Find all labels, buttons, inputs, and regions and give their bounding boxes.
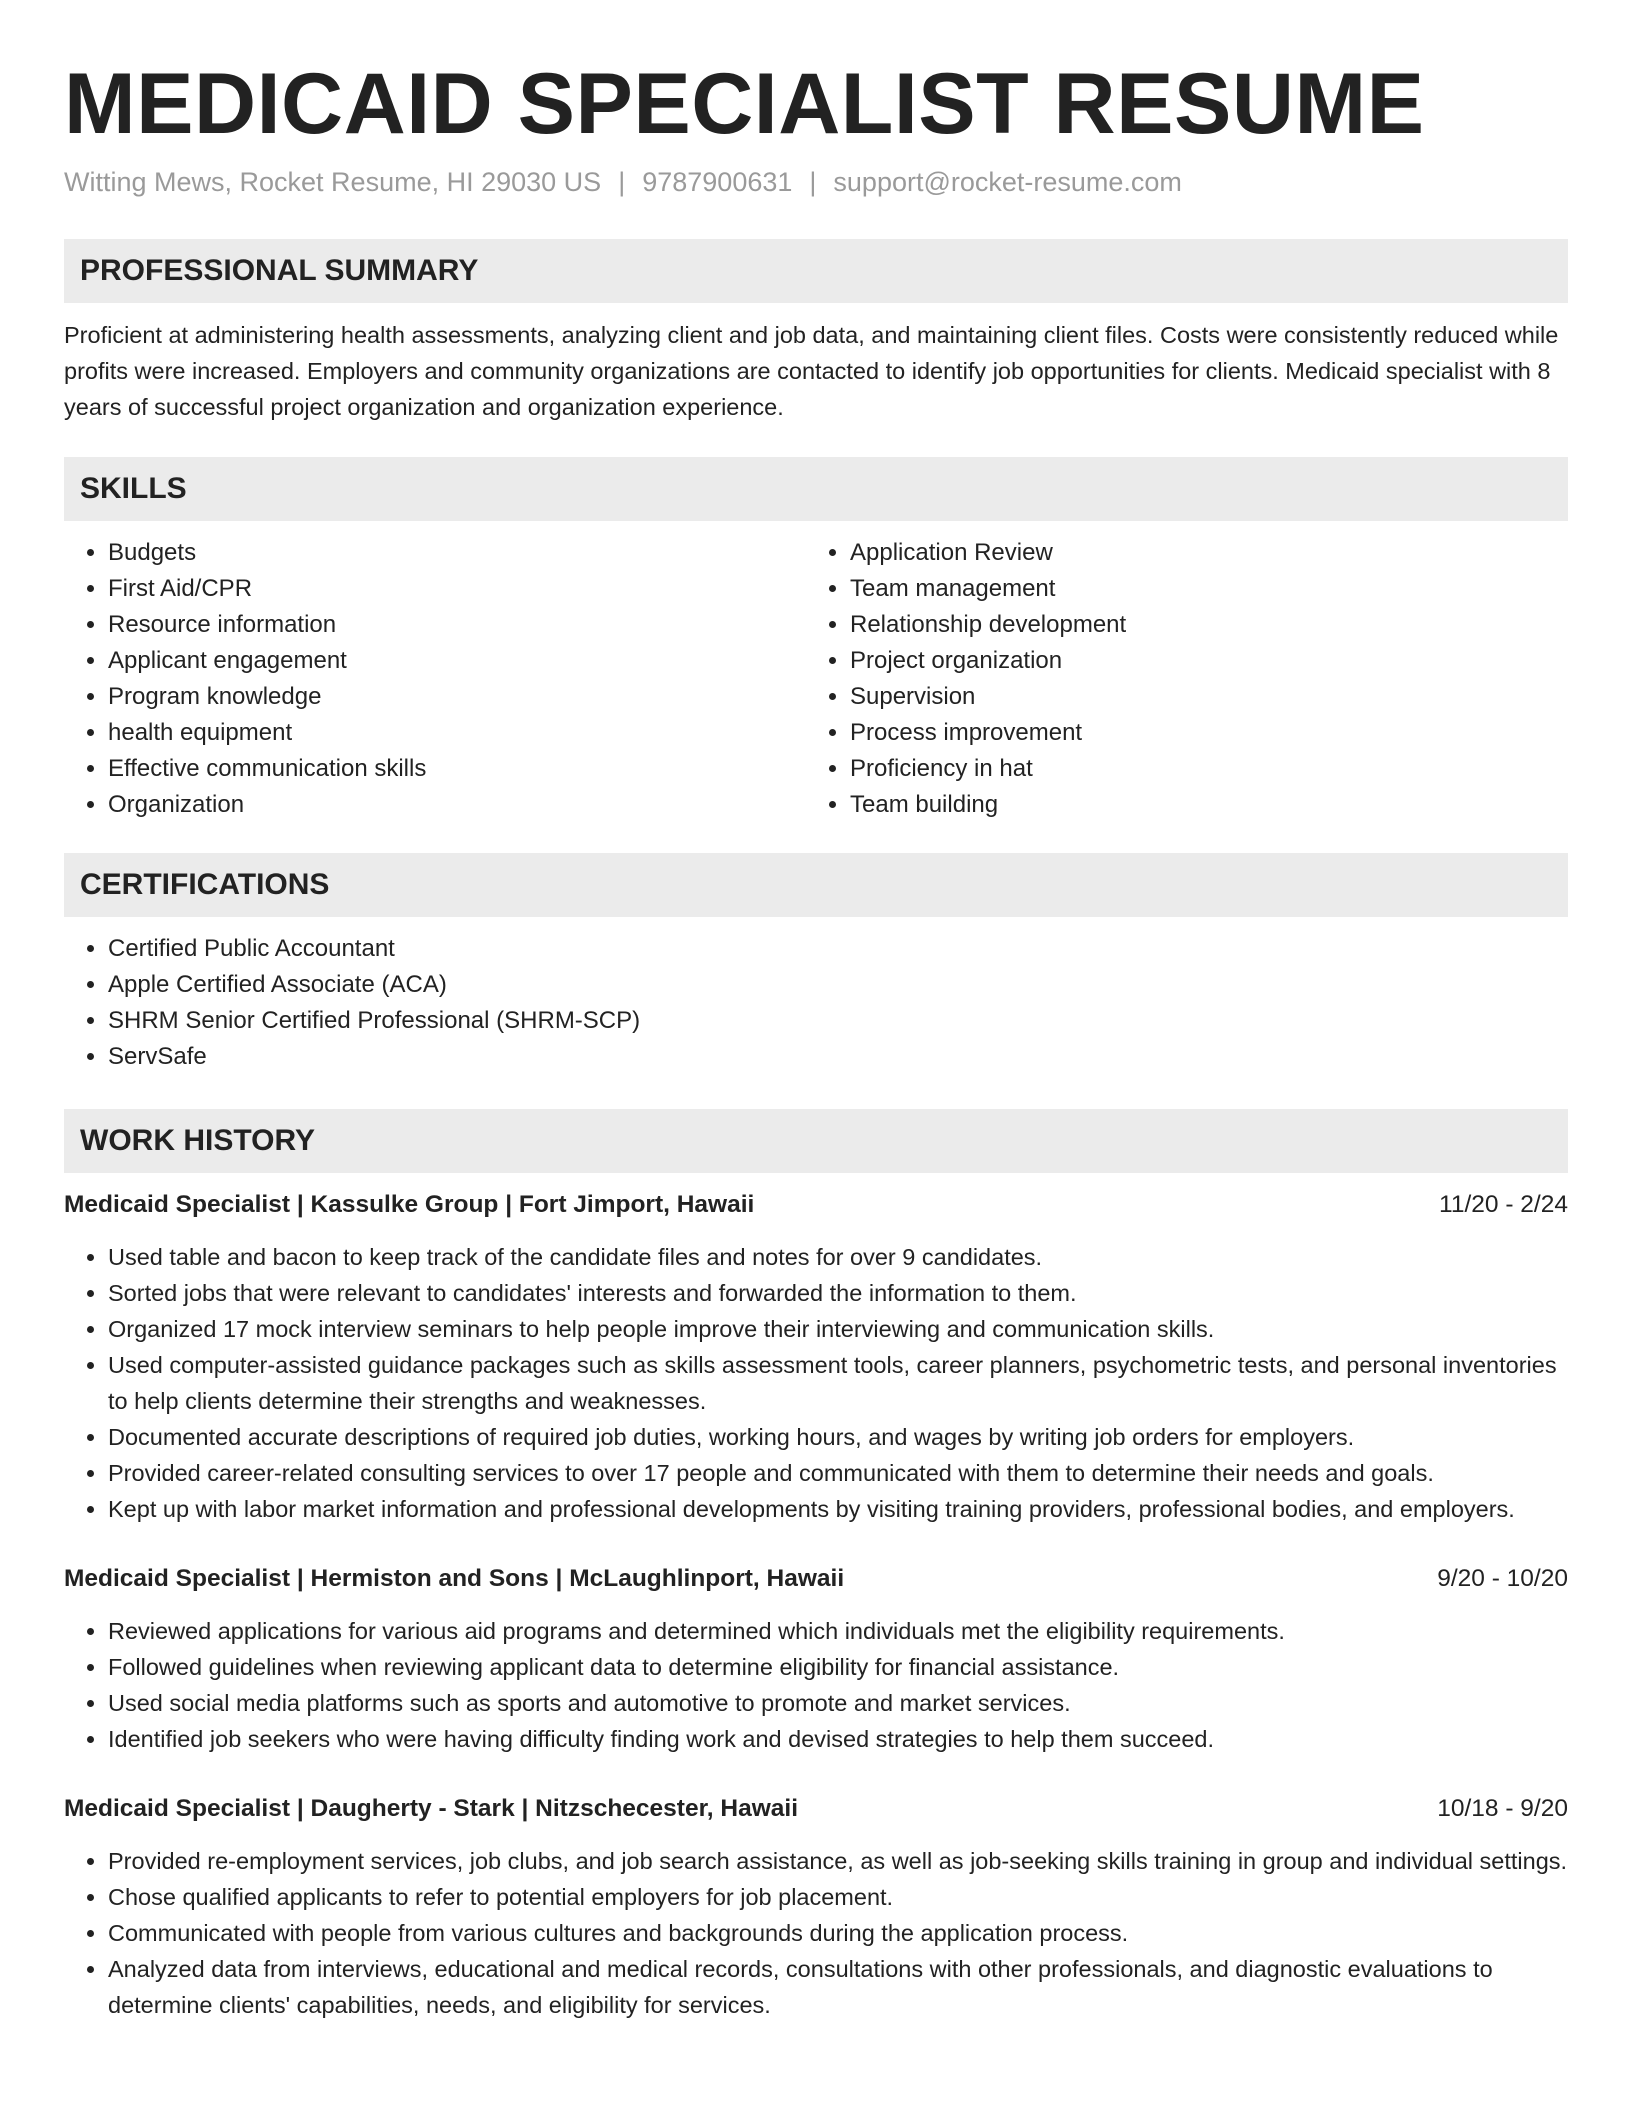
job-dates: 9/20 - 10/20 <box>1437 1565 1568 1592</box>
job-bullet: • Kept up with labor market information and professional developments by visiting training providers, professional bodies, and employers. <box>108 1491 1568 1527</box>
job-header <box>64 1187 1568 1223</box>
job-bullet: • Provided career-related consulting services to over 17 people and communicated with them to determine their needs and goals. <box>108 1455 1568 1491</box>
work-history-section-header: WORK HISTORY <box>64 1109 1568 1173</box>
job-bullet-list <box>64 1239 1568 1527</box>
job-bullet: • Followed guidelines when reviewing applicant data to determine eligibility for financial assistance. <box>108 1649 1568 1685</box>
contact-address: Witting Mews, Rocket Resume, HI 29030 US <box>64 167 602 197</box>
summary-section-header: PROFESSIONAL SUMMARY <box>64 239 1568 303</box>
job-header <box>64 1561 1568 1597</box>
skills-grid <box>64 535 1568 823</box>
contact-separator: | <box>618 167 626 197</box>
certifications-section-header: CERTIFICATIONS <box>64 853 1568 917</box>
summary-text: Proficient at administering health assessments, analyzing client and job data, and maintaining client files. Costs were consistently reduced while profits were increased. Employers and community organizations are contacted to identify job opportunities for clients. Medicaid specialist with 8 years of successful project organization and organization experience. <box>64 322 1559 420</box>
skill-item: • Applicant engagement <box>108 643 806 679</box>
job-bullet: • Used social media platforms such as sports and automotive to promote and market services. <box>108 1685 1568 1721</box>
skill-item: • First Aid/CPR <box>108 571 806 607</box>
certifications-list <box>64 931 1568 1075</box>
skill-item: • Project organization <box>850 643 1548 679</box>
contact-separator: | <box>809 167 817 197</box>
job-bullet-list <box>64 1613 1568 1757</box>
skill-item: • Process improvement <box>850 715 1548 751</box>
skills-section-header: SKILLS <box>64 457 1568 521</box>
job-bullet-list <box>64 1843 1568 2023</box>
certification-item: • ServSafe <box>108 1039 1568 1075</box>
skill-item: • Organization <box>108 787 806 823</box>
job-bullet: • Identified job seekers who were having difficulty finding work and devised strategies to help them succeed. <box>108 1721 1568 1757</box>
job-heading: Medicaid Specialist | Daugherty - Stark | Nitzschecester, Hawaii <box>64 1795 799 1822</box>
resume-title: MEDICAID SPECIALIST RESUME <box>64 56 1425 152</box>
job-entry <box>64 1561 1568 1757</box>
job-entry <box>64 1791 1568 2023</box>
skill-item: • Effective communication skills <box>108 751 806 787</box>
job-bullet: • Chose qualified applicants to refer to potential employers for job placement. <box>108 1879 1568 1915</box>
job-bullet: • Used table and bacon to keep track of the candidate files and notes for over 9 candidates. <box>108 1239 1568 1275</box>
job-dates: 10/18 - 9/20 <box>1437 1795 1568 1822</box>
job-bullet: • Documented accurate descriptions of required job duties, working hours, and wages by writing job orders for employers. <box>108 1419 1568 1455</box>
contact-line <box>64 164 1568 200</box>
job-dates: 11/20 - 2/24 <box>1439 1191 1568 1218</box>
job-header <box>64 1791 1568 1827</box>
job-heading: Medicaid Specialist | Kassulke Group | Fort Jimport, Hawaii <box>64 1191 755 1218</box>
job-bullet: • Provided re-employment services, job clubs, and job search assistance, as well as job-seeking skills training in group and individual settings. <box>108 1843 1568 1879</box>
skill-item: • Team management <box>850 571 1548 607</box>
resume-page <box>64 0 1568 2023</box>
job-bullet: • Reviewed applications for various aid programs and determined which individuals met the eligibility requirements. <box>108 1613 1568 1649</box>
skill-item: • Application Review <box>850 535 1548 571</box>
skill-item: • Supervision <box>850 679 1548 715</box>
job-bullet: • Communicated with people from various cultures and backgrounds during the application process. <box>108 1915 1568 1951</box>
certification-item: • Certified Public Accountant <box>108 931 1568 967</box>
job-bullet: • Sorted jobs that were relevant to candidates' interests and forwarded the information to them. <box>108 1275 1568 1311</box>
certification-item: • SHRM Senior Certified Professional (SHRM-SCP) <box>108 1003 1568 1039</box>
skills-list-right <box>806 535 1548 823</box>
skill-item: • Resource information <box>108 607 806 643</box>
skill-item: • Relationship development <box>850 607 1548 643</box>
job-bullet: • Used computer-assisted guidance packages such as skills assessment tools, career planners, psychometric tests, and personal inventories to help clients determine their strengths and weaknesses. <box>108 1347 1568 1419</box>
skill-item: • Budgets <box>108 535 806 571</box>
skills-list-left <box>64 535 806 823</box>
contact-phone: 9787900631 <box>642 167 793 197</box>
certification-item: • Apple Certified Associate (ACA) <box>108 967 1568 1003</box>
job-entry <box>64 1187 1568 1527</box>
skill-item: • Team building <box>850 787 1548 823</box>
skill-item: • health equipment <box>108 715 806 751</box>
job-bullet: • Analyzed data from interviews, educational and medical records, consultations with other professionals, and diagnostic evaluations to determine clients' capabilities, needs, and eligibility for services. <box>108 1951 1568 2023</box>
contact-email: support@rocket-resume.com <box>833 167 1182 197</box>
job-heading: Medicaid Specialist | Hermiston and Sons | McLaughlinport, Hawaii <box>64 1565 845 1592</box>
skill-item: • Proficiency in hat <box>850 751 1548 787</box>
skill-item: • Program knowledge <box>108 679 806 715</box>
job-bullet: • Organized 17 mock interview seminars to help people improve their interviewing and communication skills. <box>108 1311 1568 1347</box>
